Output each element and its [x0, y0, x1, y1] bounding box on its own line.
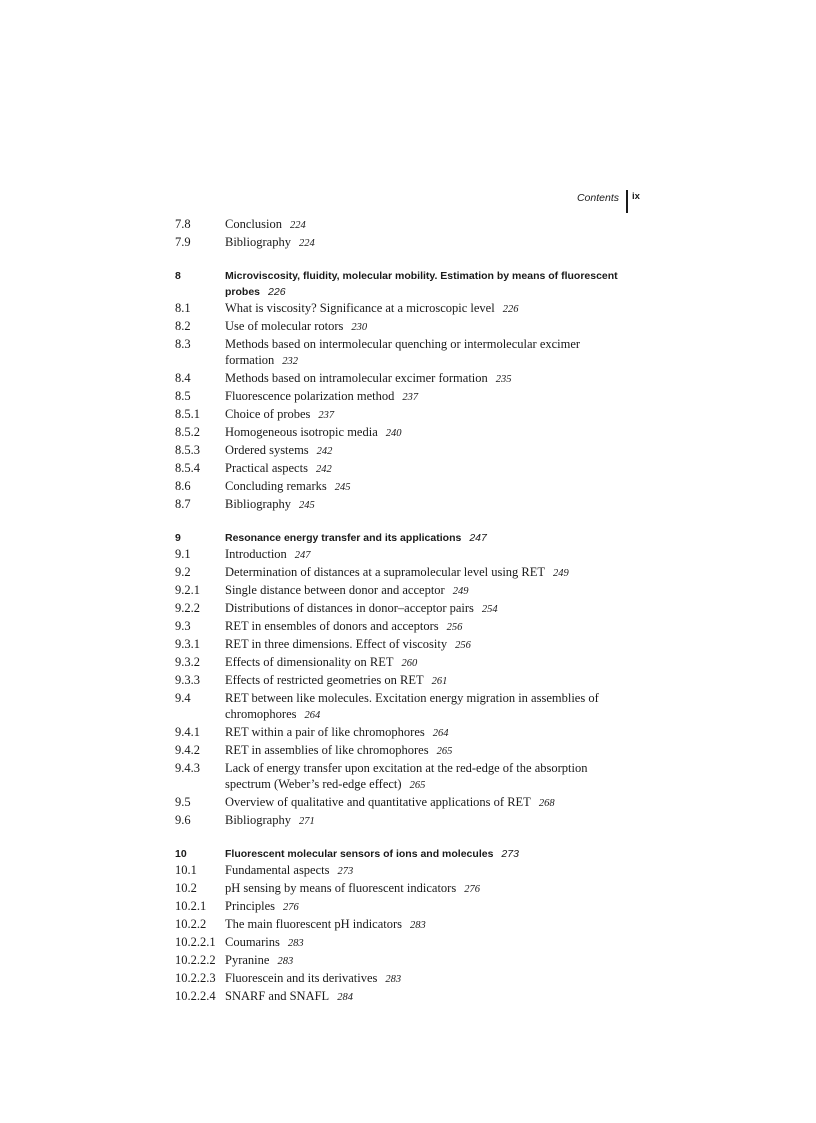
toc-entry — [175, 880, 635, 898]
toc-entry — [175, 600, 635, 618]
toc-entry — [175, 388, 635, 406]
section-title: Concluding remarks 245 — [225, 479, 351, 493]
toc-entry — [175, 234, 635, 252]
page-ref: 235 — [495, 374, 512, 385]
section-number: 9.3.3 — [175, 673, 200, 687]
toc-entry — [175, 952, 635, 970]
toc-entry — [175, 934, 635, 952]
section-number: 9.6 — [175, 813, 191, 827]
section-number: 10.2.1 — [175, 899, 207, 913]
toc-entry — [175, 916, 635, 934]
toc-entry — [175, 318, 635, 336]
page-ref: 226 — [268, 286, 286, 298]
page-ref: 247 — [294, 550, 311, 561]
toc-entry — [175, 988, 635, 1006]
page-ref: 261 — [431, 676, 448, 687]
section-number: 7.9 — [175, 235, 191, 249]
page-ref: 283 — [287, 938, 304, 949]
section-title: Homogeneous isotropic media 240 — [225, 425, 402, 439]
page-ref: 273 — [337, 866, 354, 877]
toc-entry — [175, 424, 635, 442]
section-title: The main fluorescent pH indicators 283 — [225, 917, 426, 931]
toc-entry — [175, 898, 635, 916]
section-title: Effects of restricted geometries on RET 261 — [225, 673, 448, 687]
page-ref: 230 — [351, 322, 368, 333]
section-title: RET in assemblies of like chromophores 265 — [225, 743, 453, 757]
page-ref: 265 — [409, 780, 426, 791]
section-number: 10.2.2.3 — [175, 971, 216, 985]
page-ref: 249 — [553, 568, 569, 579]
section-title: SNARF and SNAFL 284 — [225, 989, 353, 1003]
page-ref: 260 — [401, 658, 418, 669]
section-title: Pyranine 283 — [225, 953, 294, 967]
toc-entry — [175, 442, 635, 460]
section-number: 9.5 — [175, 795, 191, 809]
spacer — [175, 830, 635, 846]
toc-entry — [175, 496, 635, 514]
section-number: 9.1 — [175, 547, 191, 561]
section-title: pH sensing by means of fluorescent indicators 276 — [225, 881, 480, 895]
section-number: 8.5.1 — [175, 407, 200, 421]
toc-entry — [175, 970, 635, 988]
page-ref: 249 — [452, 586, 469, 597]
section-number: 8.5.3 — [175, 443, 200, 457]
section-number: 9.2 — [175, 565, 191, 579]
running-header-label: Contents — [576, 192, 619, 204]
section-title: RET within a pair of like chromophores 264 — [225, 725, 449, 739]
page-ref: 237 — [402, 392, 419, 403]
toc-entry — [175, 862, 635, 880]
section-title: Conclusion 224 — [225, 217, 306, 231]
toc-entry — [175, 812, 635, 830]
toc-entry — [175, 672, 635, 690]
section-number: 8.5.4 — [175, 461, 200, 475]
chapter-title: Resonance energy transfer and its applications 247 — [225, 532, 487, 544]
toc-entry — [175, 724, 635, 742]
section-title: Methods based on intermolecular quenching or intermolecular excimer formation 232 — [225, 337, 581, 367]
toc-entry — [175, 564, 635, 582]
toc-entry — [175, 460, 635, 478]
toc-entry — [175, 760, 635, 794]
page-ref: 247 — [469, 532, 487, 544]
page-ref: 284 — [337, 992, 353, 1003]
section-number: 10.2.2 — [175, 917, 207, 931]
section-title: Coumarins 283 — [225, 935, 304, 949]
toc-entry — [175, 406, 635, 424]
section-number: 10.2.2.4 — [175, 989, 216, 1003]
section-title: RET in ensembles of donors and acceptors 256 — [225, 619, 463, 633]
section-title: RET between like molecules. Excitation energy migration in assemblies of chromophores 264 — [225, 691, 599, 721]
section-title: Bibliography 224 — [225, 235, 315, 249]
section-title: Overview of qualitative and quantitative applications of RET 268 — [225, 795, 555, 809]
chapter-entry — [175, 846, 635, 862]
page-ref: 276 — [464, 884, 480, 895]
section-number: 7.8 — [175, 217, 191, 231]
chapter-title: Microviscosity, fluidity, molecular mobility. Estimation by means of fluorescent probes 226 — [225, 270, 618, 298]
section-title: RET in three dimensions. Effect of viscosity 256 — [225, 637, 471, 651]
section-title: Use of molecular rotors 230 — [225, 319, 368, 333]
section-title: Choice of probes 237 — [225, 407, 335, 421]
toc-entry — [175, 618, 635, 636]
toc-entry — [175, 478, 635, 496]
chapter-entry — [175, 268, 635, 300]
section-title: Determination of distances at a supramolecular level using RET 249 — [225, 565, 569, 579]
section-title: Lack of energy transfer upon excitation at the red-edge of the absorption spectrum (Weber’s red-edge effect) 265 — [225, 761, 588, 791]
section-number: 8.5 — [175, 389, 191, 403]
section-number: 8.7 — [175, 497, 191, 511]
page-ref: 254 — [481, 604, 498, 615]
section-number: 8.6 — [175, 479, 191, 493]
spacer — [175, 514, 635, 530]
page-ref: 242 — [315, 464, 332, 475]
section-number: 8.5.2 — [175, 425, 200, 439]
page-ref: 237 — [318, 410, 335, 421]
page-ref: 245 — [334, 482, 351, 493]
section-number: 8.3 — [175, 337, 191, 351]
section-number: 8.1 — [175, 301, 191, 315]
toc-entry — [175, 336, 635, 370]
page-ref: 273 — [501, 848, 519, 860]
toc-entry — [175, 690, 635, 724]
page-ref: 264 — [304, 710, 321, 721]
section-number: 8.4 — [175, 371, 191, 385]
toc-entry — [175, 636, 635, 654]
page-ref: 224 — [289, 220, 306, 231]
section-title: Bibliography 245 — [225, 497, 315, 511]
section-title: Fundamental aspects 273 — [225, 863, 354, 877]
page-ref: 245 — [298, 500, 315, 511]
page-ref: 224 — [298, 238, 315, 249]
page-ref: 276 — [283, 902, 299, 913]
page-ref: 283 — [277, 956, 294, 967]
page-ref: 232 — [282, 356, 299, 367]
section-title: What is viscosity? Significance at a microscopic level 226 — [225, 301, 519, 315]
table-of-contents — [175, 216, 635, 1006]
section-number: 9.4 — [175, 691, 191, 705]
chapter-title: Fluorescent molecular sensors of ions and molecules 273 — [225, 848, 519, 860]
section-title: Bibliography 271 — [225, 813, 315, 827]
section-number: 9.4.3 — [175, 761, 200, 775]
toc-entry — [175, 300, 635, 318]
page-ref: 268 — [538, 798, 555, 809]
section-number: 9.2.1 — [175, 583, 200, 597]
chapter-number: 10 — [175, 848, 187, 860]
page-ref: 242 — [316, 446, 333, 457]
section-title: Ordered systems 242 — [225, 443, 333, 457]
toc-entry — [175, 794, 635, 812]
section-number: 9.4.2 — [175, 743, 200, 757]
section-title: Fluorescence polarization method 237 — [225, 389, 419, 403]
toc-entry — [175, 216, 635, 234]
toc-entry — [175, 370, 635, 388]
page-ref: 240 — [385, 428, 402, 439]
page-ref: 283 — [410, 920, 426, 931]
chapter-number: 9 — [175, 532, 181, 544]
section-number: 10.1 — [175, 863, 197, 877]
section-title: Fluorescein and its derivatives 283 — [225, 971, 402, 985]
toc-entry — [175, 582, 635, 600]
section-number: 9.3 — [175, 619, 191, 633]
toc-entry — [175, 546, 635, 564]
section-title: Effects of dimensionality on RET 260 — [225, 655, 418, 669]
page-ref: 265 — [436, 746, 453, 757]
toc-entry — [175, 742, 635, 760]
toc-entry — [175, 654, 635, 672]
section-title: Distributions of distances in donor–acceptor pairs 254 — [225, 601, 498, 615]
section-number: 9.2.2 — [175, 601, 200, 615]
section-title: Introduction 247 — [225, 547, 311, 561]
section-number: 9.3.1 — [175, 637, 200, 651]
page-ref: 271 — [298, 816, 315, 827]
section-number: 8.2 — [175, 319, 191, 333]
section-title: Practical aspects 242 — [225, 461, 332, 475]
page-ref: 226 — [502, 304, 519, 315]
header-divider — [626, 190, 628, 213]
chapter-entry — [175, 530, 635, 546]
running-header — [0, 190, 816, 216]
section-number: 9.4.1 — [175, 725, 200, 739]
page-number: ix — [632, 191, 640, 202]
page-ref: 283 — [385, 974, 402, 985]
section-number: 10.2.2.1 — [175, 935, 216, 949]
page-ref: 256 — [446, 622, 463, 633]
page-ref: 264 — [432, 728, 449, 739]
page-ref: 256 — [455, 640, 471, 651]
section-title: Principles 276 — [225, 899, 299, 913]
section-title: Single distance between donor and acceptor 249 — [225, 583, 469, 597]
section-number: 9.3.2 — [175, 655, 200, 669]
spacer — [175, 252, 635, 268]
chapter-number: 8 — [175, 270, 181, 282]
section-number: 10.2 — [175, 881, 197, 895]
section-number: 10.2.2.2 — [175, 953, 216, 967]
section-title: Methods based on intramolecular excimer formation 235 — [225, 371, 512, 385]
